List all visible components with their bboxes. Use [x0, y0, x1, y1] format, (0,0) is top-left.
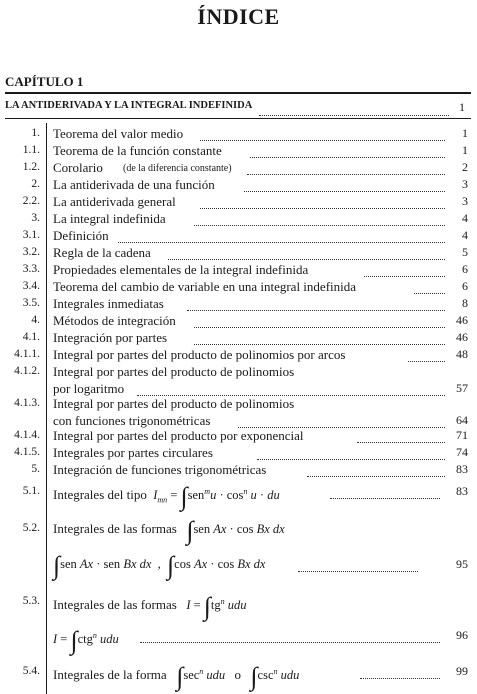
entry-title: Integrales por partes circulares: [53, 445, 213, 460]
leader-dots: [247, 159, 446, 175]
entry-number: 1.2.: [22, 161, 40, 173]
entry-number: 4.: [31, 314, 40, 326]
entry-page: 95: [456, 557, 468, 571]
entry-page: 1: [462, 143, 468, 157]
leader-dots: [408, 346, 445, 362]
entry-number: 2.2.: [22, 195, 40, 207]
leader-dots: [414, 278, 445, 294]
entry-page: 99: [456, 664, 468, 678]
entry-number: 1.: [31, 127, 40, 139]
entry-title: Integrales inmediatas: [53, 296, 164, 311]
leader-dots: [194, 312, 445, 328]
entry-title: La antiderivada de una función: [53, 177, 215, 192]
entry-title: Teorema de la función constante: [53, 143, 222, 158]
entry-title: La antiderivada general: [53, 194, 176, 209]
entry-number: 5.3.: [22, 595, 40, 607]
entry-number: 4.1.1.: [14, 348, 40, 360]
formula-imn: $I_{mn} = \int sen^mu \cdot \cos^n u$ · du: [153, 482, 280, 512]
entry-title: [53, 482, 280, 512]
entry-page: 83: [456, 484, 468, 498]
leader-dots: [307, 461, 445, 477]
entry-number: 2.: [31, 178, 40, 190]
entry-number: 3.4.: [22, 280, 40, 292]
entry-page: 46: [456, 313, 468, 327]
entry-title: Integral por partes del producto por exponencial: [53, 428, 304, 443]
entry-number: 4.1.3.: [14, 397, 40, 409]
leader-dots: [250, 142, 445, 158]
entry-title: Integral por partes del producto de polinomios: [53, 396, 295, 411]
entry-page: 5: [462, 245, 468, 259]
entry-title: Propiedades elementales de la integral indefinida: [53, 262, 309, 277]
entry-number: 3.1.: [22, 229, 40, 241]
entry-page: 83: [456, 462, 468, 476]
entry-number: 1.1.: [22, 144, 40, 156]
entry-title: [53, 516, 285, 545]
leader-dots: [364, 261, 445, 277]
entry-title: Métodos de integración: [53, 313, 176, 328]
entry-title: Teorema del valor medio: [53, 126, 184, 141]
leader-dots: [187, 295, 445, 311]
leader-dots: [257, 444, 445, 460]
leader-dots: [200, 125, 445, 141]
chapter-heading: CAPÍTULO 1: [5, 74, 84, 89]
entry-page: 6: [462, 279, 468, 293]
entry-title: Integración de funciones trigonométricas: [53, 462, 267, 477]
entry-title: [53, 662, 300, 692]
entry-title-continued: por logaritmo: [53, 381, 125, 396]
entry-number: 3.: [31, 212, 40, 224]
formula-tg: $I = \int tg^n$ udu: [186, 592, 247, 622]
entry-page: 1: [462, 126, 468, 140]
entry-title: Integración por partes: [53, 330, 168, 345]
entry-note: (de la diferencia constante): [123, 163, 232, 174]
entry-page: 8: [462, 296, 468, 310]
entry-number: 5.4.: [22, 665, 40, 677]
entry-title: La integral indefinida: [53, 211, 166, 226]
entry-title-continued: con funciones trigonométricas: [53, 413, 211, 428]
entry-page: 64: [456, 413, 468, 427]
entry-title: Corolario: [53, 160, 103, 175]
leader-dots: [168, 244, 445, 260]
entry-number: 3.3.: [22, 263, 40, 275]
section-heading: [5, 100, 465, 116]
entry-title: Integral por partes del producto de polinomios: [53, 364, 295, 379]
section-page: 1: [459, 100, 465, 114]
formula-sec-csc: $\int\sec^n$ udu o $\int\csc^n$ udu: [176, 662, 300, 692]
entry-title: Regla de la cadena: [53, 245, 151, 260]
entry-number: 4.1.: [22, 331, 40, 343]
entry-page: 96: [456, 628, 468, 642]
leader-dots: [238, 412, 445, 428]
entry-number: 3.2.: [22, 246, 40, 258]
entry-label: Integrales de las formas: [53, 521, 177, 536]
entry-number: 5.: [31, 463, 40, 475]
leader-dots: [137, 380, 445, 396]
leader-dots: [357, 427, 445, 443]
entry-page: 2: [462, 160, 468, 174]
leader-dots: [330, 483, 440, 499]
leader-dots: [140, 627, 440, 643]
entry-number: 5.2.: [22, 522, 40, 534]
entry-label: Integrales del tipo: [53, 487, 147, 503]
entry-number: 5.1.: [22, 485, 40, 497]
chapter-rule: [5, 92, 471, 94]
leader-dots: [298, 556, 418, 572]
leader-dots: [194, 210, 445, 226]
leader-dots: [200, 193, 445, 209]
entry-title: Integral por partes del producto de polinomios por arcos: [53, 347, 346, 362]
formula-ctg: I = ∫ctg$^n$ udu: [53, 626, 119, 656]
entry-page: 3: [462, 177, 468, 191]
entry-number: 4.1.5.: [14, 446, 40, 458]
leader-dots: [244, 176, 445, 192]
section-title: LA ANTIDERIVADA Y LA INTEGRAL INDEFINIDA: [5, 100, 253, 111]
entry-page: 48: [456, 347, 468, 361]
entry-number: 4.1.4.: [14, 429, 40, 441]
entry-number: 3.5.: [22, 297, 40, 309]
entry-label: Integrales de las formas: [53, 597, 177, 613]
entry-label: Integrales de la forma: [53, 667, 167, 683]
formula-sen-sen-cos-cos: ∫sen Ax · sen Bx dx , ∫cos Ax · cos Bx dx: [53, 551, 266, 580]
formula-sen-cos: ∫sen Ax · cos Bx dx: [186, 516, 285, 545]
entry-page: 57: [456, 381, 468, 395]
entry-page: 4: [462, 211, 468, 225]
entry-page: 46: [456, 330, 468, 344]
page-title: ÍNDICE: [197, 4, 280, 29]
entry-page: 71: [456, 428, 468, 442]
entry-number: 4.1.2.: [14, 365, 40, 377]
entry-connector: o: [234, 667, 242, 683]
section-leader-dots: [259, 100, 449, 116]
leader-dots: [360, 663, 440, 679]
section-rule: [5, 118, 471, 119]
entry-page: 6: [462, 262, 468, 276]
entry-title: Teorema del cambio de variable en una integral indefinida: [53, 279, 357, 294]
entry-page: 74: [456, 445, 468, 459]
number-column-rule: [46, 123, 47, 694]
leader-dots: [194, 329, 445, 345]
entry-title: Definición: [53, 228, 109, 243]
entry-title: [53, 592, 247, 622]
entry-page: 3: [462, 194, 468, 208]
entry-page: 4: [462, 228, 468, 242]
leader-dots: [118, 227, 445, 243]
